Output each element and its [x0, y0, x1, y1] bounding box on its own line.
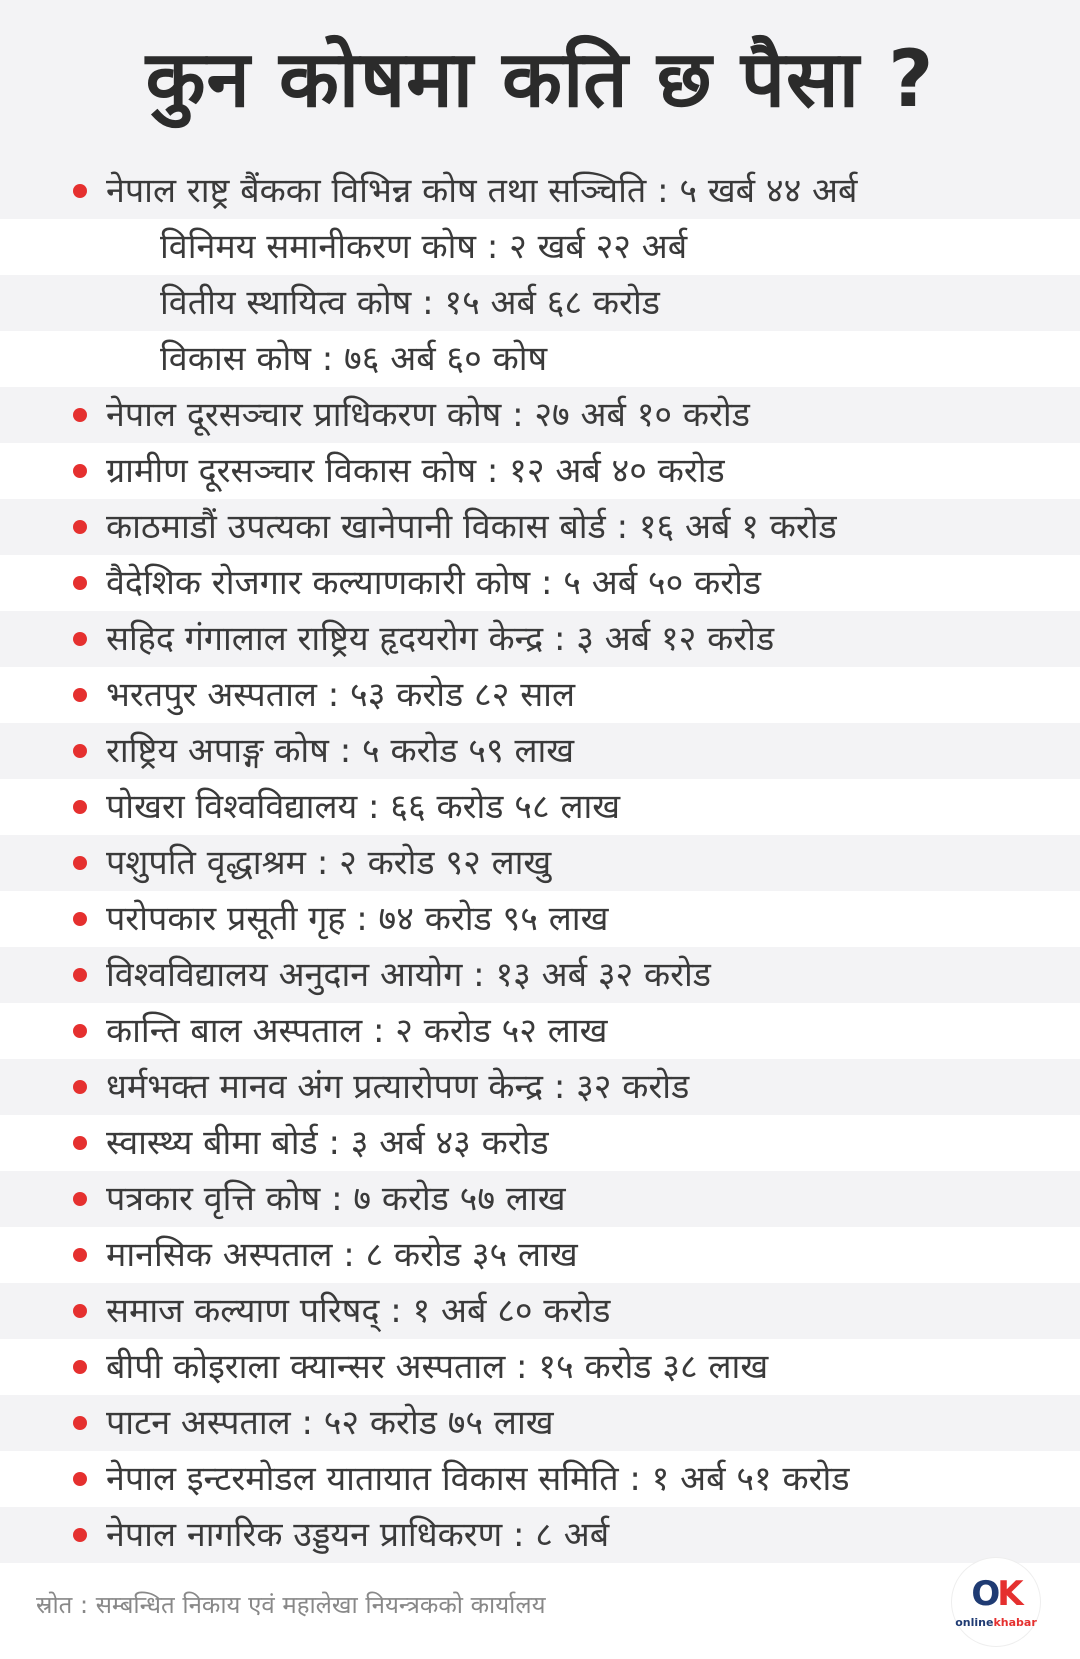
onlinekhabar-logo[interactable]: [952, 1558, 1040, 1646]
bullet-icon: [73, 800, 87, 814]
list-item-text: वैदेशिक रोजगार कल्याणकारी कोष : ५ अर्ब ५० करोड: [106, 563, 762, 603]
logo-mark: OK: [971, 1574, 1021, 1614]
bullet-icon: [73, 1136, 87, 1150]
bullet-icon: [73, 1192, 87, 1206]
bullet-icon: [73, 1304, 87, 1318]
sub-list-item: [0, 275, 1080, 331]
bullet-icon: [73, 408, 87, 422]
list-item-text: नेपाल नागरिक उड्डयन प्राधिकरण : ८ अर्ब: [106, 1515, 610, 1555]
list-item-text: विश्वविद्यालय अनुदान आयोग : १३ अर्ब ३२ करोड: [106, 955, 711, 995]
list-item: [0, 499, 1080, 555]
list-item-text: स्वास्थ्य बीमा बोर्ड : ३ अर्ब ४३ करोड: [106, 1123, 549, 1163]
list-item: [0, 1115, 1080, 1171]
bullet-icon: [73, 968, 87, 982]
list-item-text: पशुपति वृद्धाश्रम : २ करोड ९२ लाखु: [106, 843, 552, 883]
list-item-text: पत्रकार वृत्ति कोष : ७ करोड ५७ लाख: [106, 1179, 566, 1219]
list-item-text: बीपी कोइराला क्यान्सर अस्पताल : १५ करोड ३८ लाख: [106, 1347, 769, 1387]
fund-list: [0, 163, 1080, 1563]
bullet-icon: [73, 1472, 87, 1486]
list-item: [0, 1395, 1080, 1451]
list-item: [0, 667, 1080, 723]
list-item: [0, 723, 1080, 779]
bullet-icon: [73, 744, 87, 758]
list-item: [0, 443, 1080, 499]
list-item: [0, 891, 1080, 947]
list-item: [0, 779, 1080, 835]
list-item: [0, 1507, 1080, 1563]
list-item-text: विकास कोष : ७६ अर्ब ६० कोष: [160, 339, 548, 379]
list-item: [0, 1003, 1080, 1059]
list-item-text: धर्मभक्त मानव अंग प्रत्यारोपण केन्द्र : ३२ करोड: [106, 1067, 690, 1107]
list-item: [0, 835, 1080, 891]
list-item-text: समाज कल्याण परिषद् : १ अर्ब ८० करोड: [106, 1291, 611, 1331]
sub-list-item: [0, 219, 1080, 275]
bullet-icon: [73, 520, 87, 534]
list-item-text: पोखरा विश्वविद्यालय : ६६ करोड ५८ लाख: [106, 787, 621, 827]
list-item: [0, 555, 1080, 611]
list-item-text: मानसिक अस्पताल : ८ करोड ३५ लाख: [106, 1235, 578, 1275]
list-item-text: नेपाल इन्टरमोडल यातायात विकास समिति : १ अर्ब ५१ करोड: [106, 1459, 850, 1499]
list-item: [0, 1059, 1080, 1115]
bullet-icon: [73, 632, 87, 646]
bullet-icon: [73, 912, 87, 926]
list-item-text: पाटन अस्पताल : ५२ करोड ७५ लाख: [106, 1403, 554, 1443]
bullet-icon: [73, 1360, 87, 1374]
list-item: [0, 611, 1080, 667]
list-item-text: नेपाल दूरसञ्चार प्राधिकरण कोष : २७ अर्ब १० करोड: [106, 395, 750, 435]
list-item-text: परोपकार प्रसूती गृह : ७४ करोड ९५ लाख: [106, 899, 609, 939]
logo-wordmark: onlinekhabar: [955, 1616, 1037, 1629]
bullet-icon: [73, 1024, 87, 1038]
bullet-icon: [73, 576, 87, 590]
list-item: [0, 1227, 1080, 1283]
list-item: [0, 1451, 1080, 1507]
bullet-icon: [73, 1080, 87, 1094]
source-note: स्रोत : सम्बन्धित निकाय एवं महालेखा नियन्त्रकको कार्यालय: [36, 1591, 546, 1619]
bullet-icon: [73, 1248, 87, 1262]
list-item-text: सहिद गंगालाल राष्ट्रिय हृदयरोग केन्द्र : ३ अर्ब १२ करोड: [106, 619, 775, 659]
list-item-text: नेपाल राष्ट्र बैंकका विभिन्न कोष तथा सञ्चिति : ५ खर्ब ४४ अर्ब: [106, 171, 858, 211]
list-item-text: वितीय स्थायित्व कोष : १५ अर्ब ६८ करोड: [160, 283, 660, 323]
sub-list-item: [0, 331, 1080, 387]
list-item: [0, 1171, 1080, 1227]
bullet-icon: [73, 464, 87, 478]
list-item: [0, 163, 1080, 219]
list-item-text: भरतपुर अस्पताल : ५३ करोड ८२ साल: [106, 675, 576, 715]
bullet-icon: [73, 184, 87, 198]
bullet-icon: [73, 856, 87, 870]
list-item: [0, 947, 1080, 1003]
list-item-text: राष्ट्रिय अपाङ्ग कोष : ५ करोड ५९ लाख: [106, 731, 575, 771]
list-item: [0, 387, 1080, 443]
list-item-text: काठमाडौं उपत्यका खानेपानी विकास बोर्ड : १६ अर्ब १ करोड: [106, 507, 837, 547]
list-item: [0, 1283, 1080, 1339]
bullet-icon: [73, 1416, 87, 1430]
list-item-text: ग्रामीण दूरसञ्चार विकास कोष : १२ अर्ब ४० करोड: [106, 451, 725, 491]
list-item-text: विनिमय समानीकरण कोष : २ खर्ब २२ अर्ब: [160, 227, 688, 267]
page-title: कुन कोषमा कति छ पैसा ?: [145, 35, 935, 125]
bullet-icon: [73, 1528, 87, 1542]
list-item: [0, 1339, 1080, 1395]
list-item-text: कान्ति बाल अस्पताल : २ करोड ५२ लाख: [106, 1011, 608, 1051]
bullet-icon: [73, 688, 87, 702]
